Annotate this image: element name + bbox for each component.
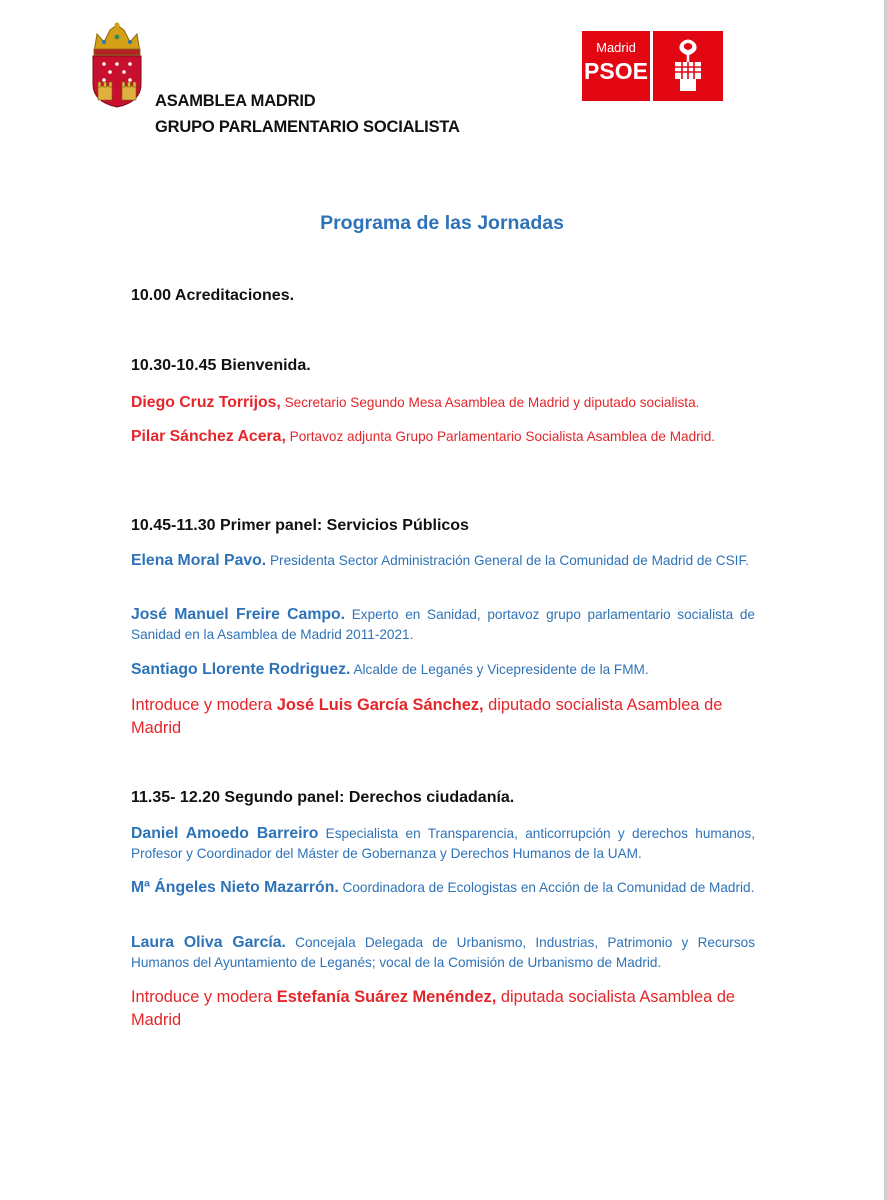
logo-party: PSOE (584, 58, 648, 84)
moderator-entry (131, 694, 755, 740)
community-of-madrid-crest-icon (88, 22, 146, 108)
speaker-name: Elena Moral Pavo. (131, 552, 267, 569)
accreditations-heading: 10.00 Acreditaciones. (131, 287, 295, 304)
speaker-entry (131, 605, 755, 645)
moderator-entry (131, 986, 755, 1032)
speaker-entry (131, 824, 755, 864)
speaker-desc: Coordinadora de Ecologistas en Acción de la Comunidad de Madrid. (342, 880, 755, 895)
speaker-name: Santiago Llorente Rodriguez. (131, 661, 351, 678)
speaker-entry (131, 933, 755, 973)
speaker-desc: Especialista en Transparencia, anticorrupción y derechos humanos, Profesor y Coordinador del Máster de Gobernanza y Derechos Humanos de la UAM. (131, 826, 755, 861)
speaker-desc: Alcalde de Leganés y Vicepresidente de la FMM. (353, 662, 649, 677)
header-group: GRUPO PARLAMENTARIO SOCIALISTA (155, 118, 460, 136)
moderator-name: Estefanía Suárez Menéndez, (276, 988, 497, 1006)
speaker-entry (131, 393, 755, 413)
fist-and-rose-icon (653, 31, 723, 101)
speaker-entry (131, 878, 755, 898)
logo-text-box (582, 31, 650, 101)
speaker-desc: Concejala Delegada de Urbanismo, Industrias, Patrimonio y Recursos Humanos del Ayuntamiento de Leganés; vocal de la Comisión de Urbanismo de Madrid. (131, 935, 755, 970)
welcome-heading: 10.30-10.45 Bienvenida. (131, 357, 311, 374)
speaker-entry (131, 427, 755, 447)
panel2-heading: 11.35- 12.20 Segundo panel: Derechos ciudadanía. (131, 789, 515, 806)
speaker-desc: Portavoz adjunta Grupo Parlamentario Socialista Asamblea de Madrid. (289, 429, 716, 444)
speaker-desc: Presidenta Sector Administración General de la Comunidad de Madrid de CSIF. (269, 553, 750, 568)
psoe-madrid-logo (582, 31, 723, 101)
logo-emblem-box (653, 31, 723, 101)
speaker-name: Laura Oliva García. (131, 934, 286, 951)
logo-city: Madrid (596, 40, 636, 55)
speaker-entry (131, 551, 755, 571)
panel1-heading: 10.45-11.30 Primer panel: Servicios Públicos (131, 517, 469, 534)
moderator-name: José Luis García Sánchez, (276, 696, 484, 714)
speaker-name: José Manuel Freire Campo. (131, 606, 346, 623)
speaker-name: Mª Ángeles Nieto Mazarrón. (131, 879, 339, 896)
speaker-name: Pilar Sánchez Acera, (131, 428, 286, 445)
speaker-name: Diego Cruz Torrijos, (131, 394, 281, 411)
moderator-suffix: diputado socialista Asamblea de Madrid (131, 696, 723, 737)
document-title: Programa de las Jornadas (320, 212, 564, 234)
moderator-suffix: diputada socialista Asamblea de Madrid (131, 988, 736, 1029)
speaker-name: Daniel Amoedo Barreiro (131, 825, 319, 842)
header-assembly: ASAMBLEA MADRID (155, 92, 316, 110)
moderator-prefix: Introduce y modera (131, 696, 273, 714)
speaker-desc: Secretario Segundo Mesa Asamblea de Madrid y diputado socialista. (284, 395, 700, 410)
speaker-desc: Experto en Sanidad, portavoz grupo parlamentario socialista de Sanidad en la Asamblea de Madrid 2011-2021. (131, 607, 755, 642)
speaker-entry (131, 660, 755, 680)
moderator-prefix: Introduce y modera (131, 988, 273, 1006)
